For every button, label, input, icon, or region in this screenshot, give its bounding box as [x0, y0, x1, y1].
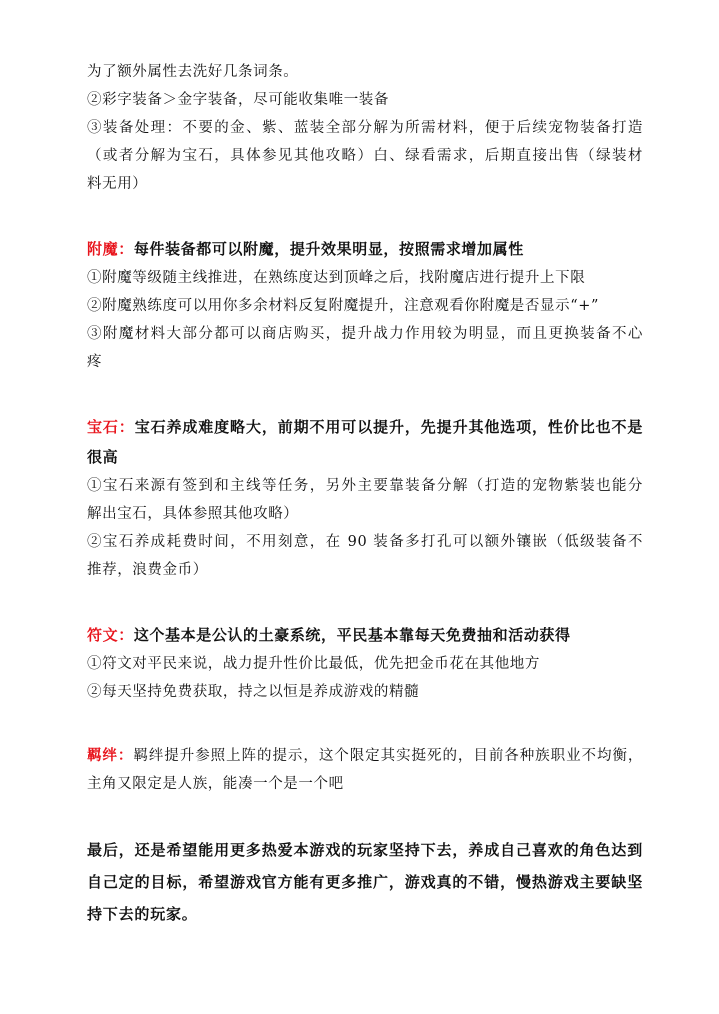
closing-line-2: 自己定的目标，希望游戏官方能有更多推广，游戏真的不错，慢热游戏主要缺坚	[87, 873, 643, 891]
gem-line-3: ②宝石养成耗费时间，不用刻意，在 90 装备多打孔可以额外镶嵌（低级装备不	[87, 534, 643, 550]
rune-label: 符文：	[87, 626, 134, 644]
gem-heading-cont: 很高	[87, 448, 119, 466]
enchant-line-4: 疼	[87, 354, 103, 370]
section-gap	[87, 798, 643, 834]
intro-line-1: 为了额外属性去洗好几条词条。	[87, 64, 299, 80]
enchant-heading-text: 每件装备都可以附魔，提升效果明显，按照需求增加属性	[133, 240, 524, 258]
enchant-label: 附魔：	[87, 240, 134, 258]
section-gap	[87, 584, 643, 620]
bond-text: 羁绊提升参照上阵的提示，这个限定其实挺死的，目前各种族职业不均衡，	[133, 748, 644, 764]
intro-line-3: ③装备处理：不要的金、紫、蓝装全部分解为所需材料，便于后续宠物装备打造	[87, 120, 643, 136]
enchant-line-3: ③附魔材料大部分都可以商店购买，提升战力作用较为明显，而且更换装备不心	[87, 326, 643, 342]
rune-line-2: ②每天坚持免费获取，持之以恒是养成游戏的精髓	[87, 684, 420, 700]
gem-line-2: 解出宝石，具体参照其他攻略）	[87, 506, 299, 522]
section-gap	[87, 706, 643, 742]
enchant-line-2: ②附魔熟练度可以用你多余材料反复附魔提升，注意观看你附魔是否显示“+”	[87, 298, 599, 314]
rune-line-1: ①符文对平民来说，战力提升性价比最低，优先把金币花在其他地方	[87, 656, 540, 672]
intro-line-4: （或者分解为宝石，具体参见其他攻略）白、绿看需求，后期直接出售（绿装材	[87, 148, 643, 164]
enchant-heading	[87, 234, 643, 264]
intro-section	[87, 58, 643, 198]
section-gap	[87, 376, 643, 412]
intro-line-2: ②彩字装备＞金字装备，尽可能收集唯一装备	[87, 92, 389, 108]
gem-heading-text: 宝石养成难度略大，前期不用可以提升，先提升其他选项，性价比也不是	[134, 418, 643, 436]
closing-line-1: 最后，还是希望能用更多热爱本游戏的玩家坚持下去，养成自己喜欢的角色达到	[87, 841, 643, 859]
bond-line-1	[87, 742, 643, 770]
gem-heading	[87, 412, 643, 442]
bond-label: 羁绊：	[87, 747, 134, 764]
gem-line-1: ①宝石来源有签到和主线等任务，另外主要靠装备分解（打造的宠物紫装也能分	[87, 478, 643, 494]
enchant-line-1: ①附魔等级随主线推进，在熟练度达到顶峰之后，找附魔店进行提升上下限	[87, 270, 586, 286]
section-gap	[87, 198, 643, 234]
intro-line-5: 料无用）	[87, 176, 148, 192]
rune-section	[87, 620, 643, 706]
closing-line-3: 持下去的玩家。	[87, 905, 198, 923]
rune-heading-text: 这个基本是公认的土豪系统，平民基本靠每天免费抽和活动获得	[133, 626, 571, 644]
gem-section	[87, 412, 643, 584]
rune-heading	[87, 620, 643, 650]
closing-section	[87, 834, 643, 930]
enchant-section	[87, 234, 643, 376]
bond-section	[87, 742, 643, 798]
gem-line-4: 推荐，浪费金币）	[87, 562, 208, 578]
gem-label: 宝石：	[87, 418, 135, 436]
bond-line-2: 主角又限定是人族，能凑一个是一个吧	[87, 776, 344, 792]
document-page	[87, 58, 643, 930]
